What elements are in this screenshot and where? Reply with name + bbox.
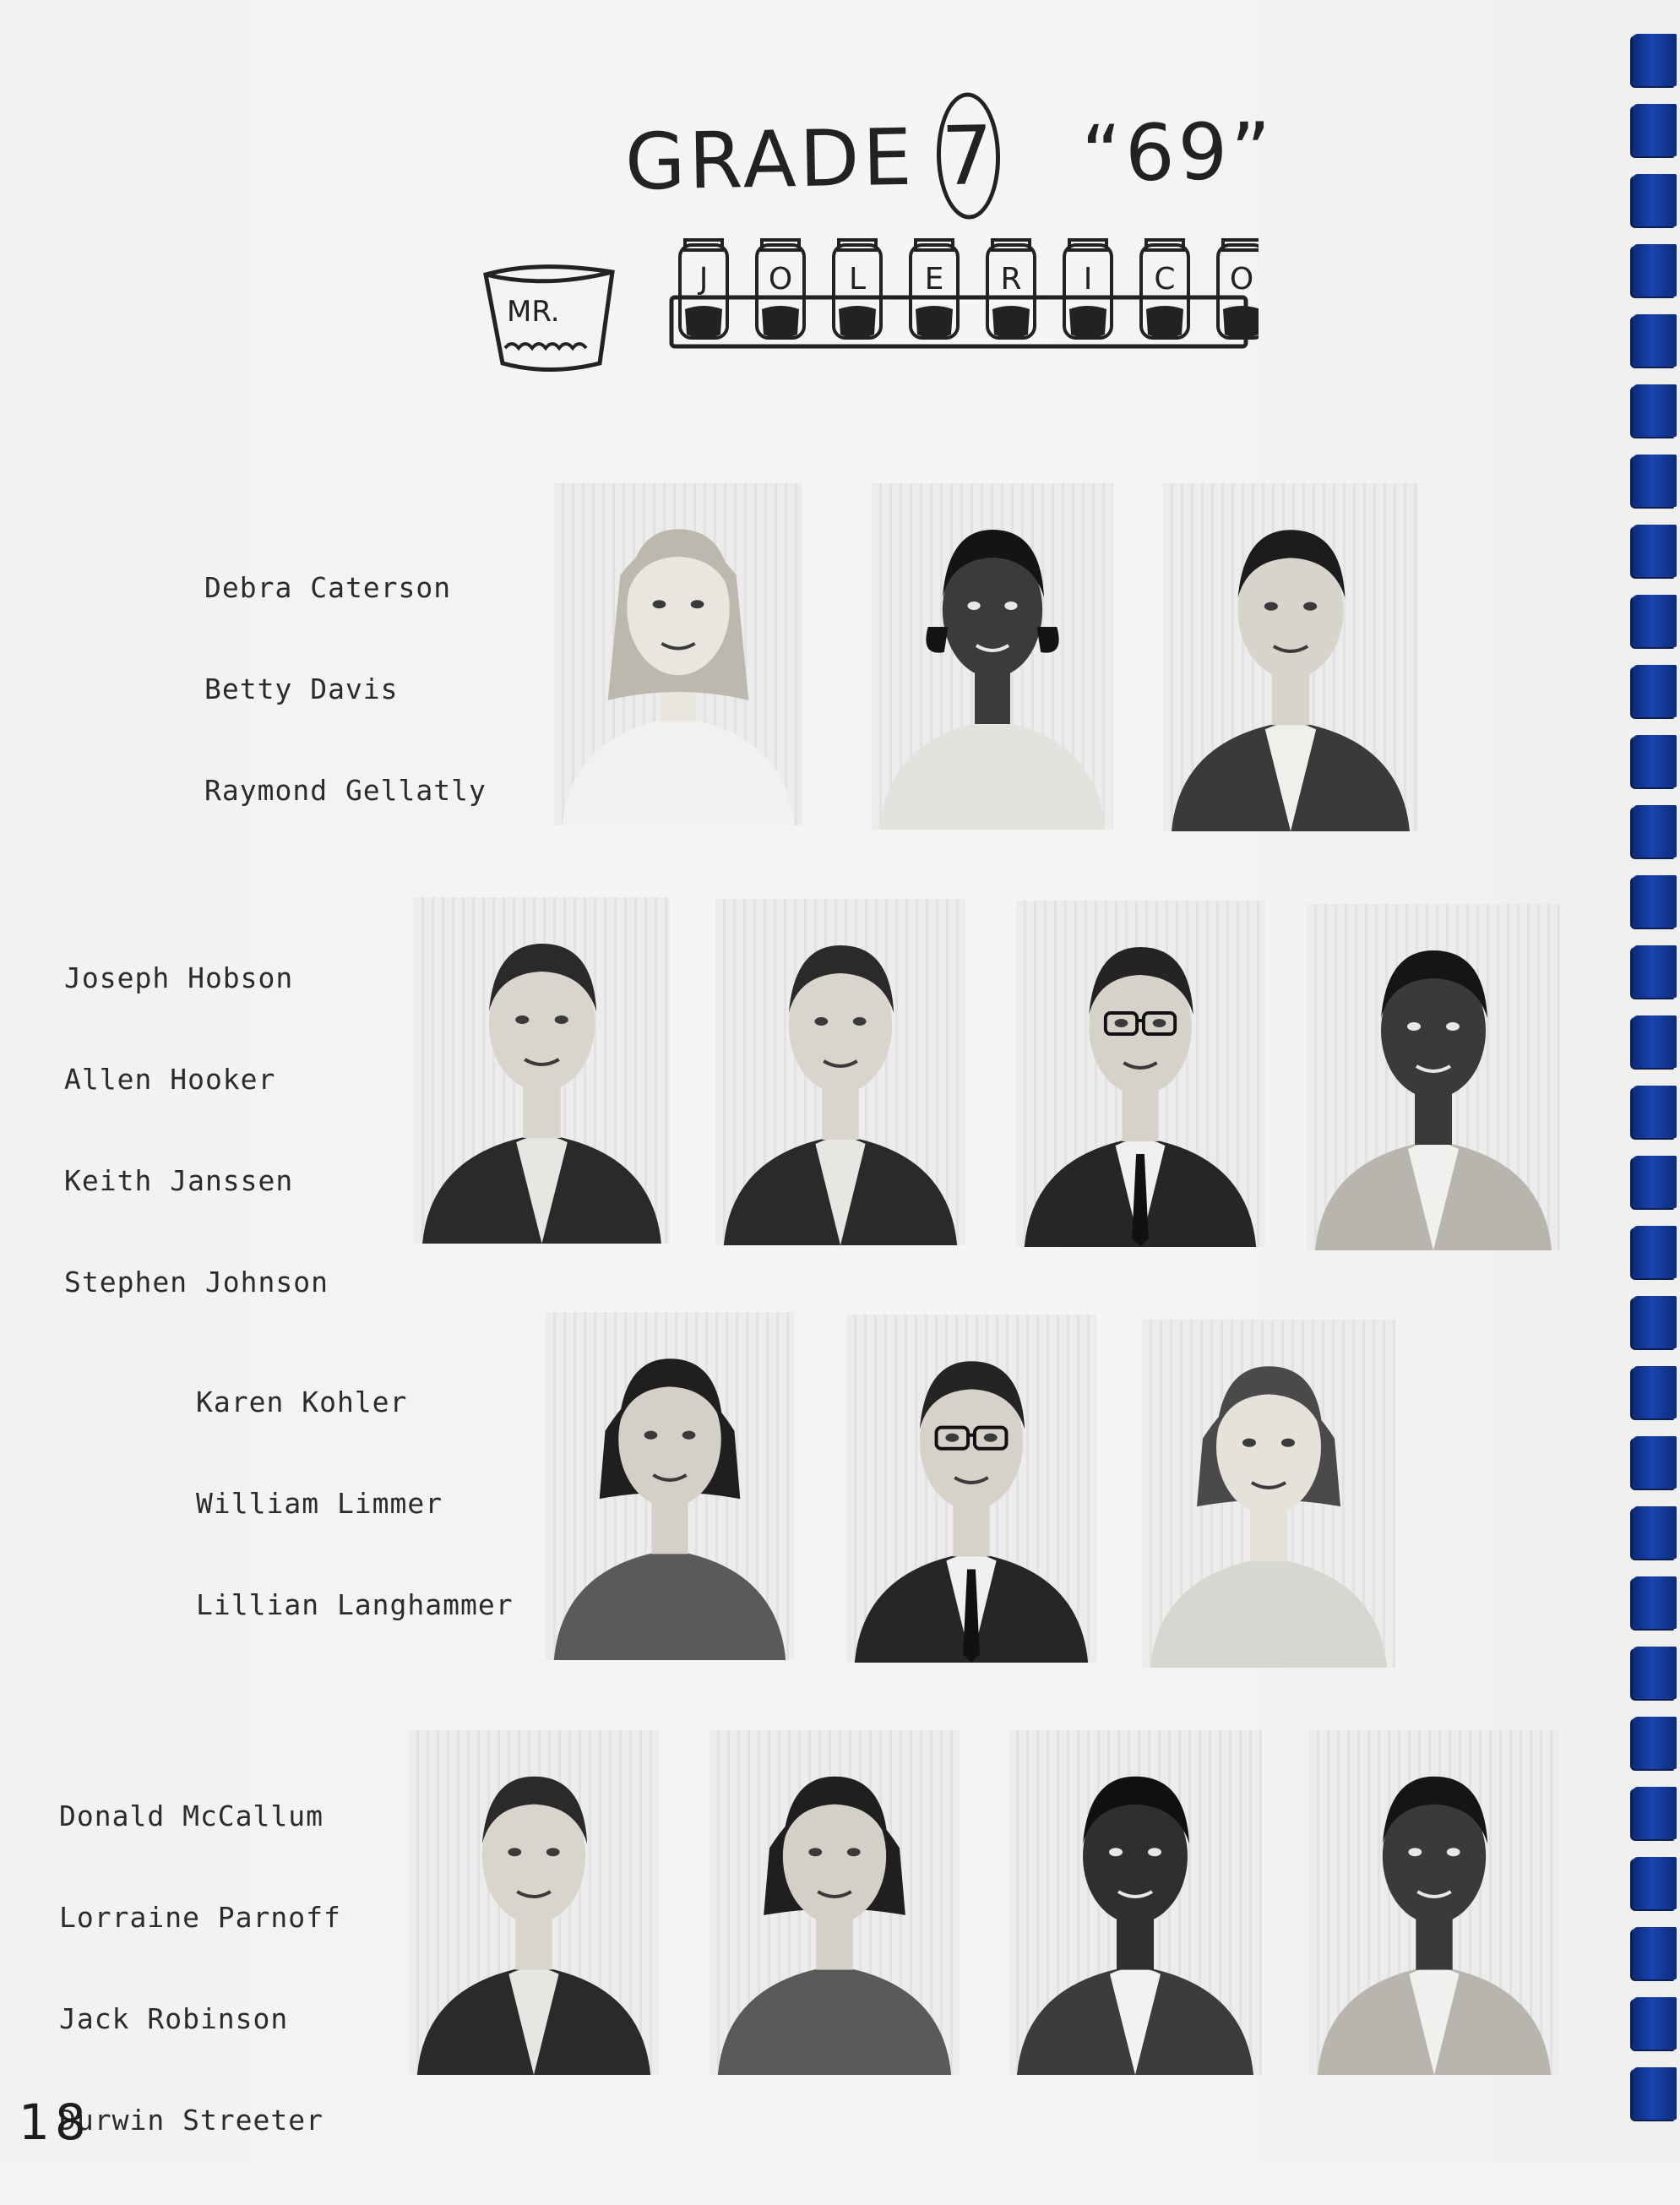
student-photo (409, 1730, 659, 2075)
teacher-header-art (473, 237, 1259, 380)
spiral-coil (1633, 1647, 1677, 1699)
student-name: Raymond Gellatly (204, 774, 487, 807)
jar-icon (911, 240, 958, 338)
student-name: Lorraine Parnoff (59, 1901, 341, 1934)
student-name: Lillian Langhammer (196, 1588, 514, 1621)
spiral-coil (1633, 104, 1677, 156)
spiral-coil (1633, 1717, 1677, 1769)
student-photo (1309, 1730, 1559, 2075)
jar-letter: C (1154, 262, 1176, 297)
spiral-coil (1633, 2067, 1677, 2120)
jar-icon (1218, 240, 1259, 338)
student-photo (1307, 904, 1560, 1250)
student-name: Joseph Hobson (64, 961, 294, 994)
names-group-3 (196, 1318, 514, 1690)
spiral-coil (1633, 314, 1677, 367)
jar-letter: O (1229, 262, 1254, 297)
student-name: Karen Kohler (196, 1386, 408, 1418)
student-photo (546, 1312, 794, 1660)
jar-icon (987, 240, 1035, 338)
student-name: Allen Hooker (64, 1063, 276, 1096)
spiral-coil (1633, 875, 1677, 928)
spiral-coil (1633, 174, 1677, 226)
student-photo (1163, 483, 1418, 831)
spiral-coil (1633, 805, 1677, 858)
spiral-coil (1633, 735, 1677, 787)
spiral-coil (1633, 1086, 1677, 1138)
spiral-coil (1633, 1156, 1677, 1208)
spiral-coil (1633, 525, 1677, 577)
grade-label: GRADE (624, 112, 916, 208)
teacher-badge: MR. (507, 295, 560, 329)
student-name: Debra Caterson (204, 571, 452, 604)
spiral-coil (1633, 384, 1677, 437)
spiral-coil (1633, 1366, 1677, 1418)
grade-number: 7 (936, 92, 1002, 220)
student-photo (1016, 901, 1264, 1247)
names-group-2 (64, 894, 329, 1367)
spiral-coil (1633, 1787, 1677, 1839)
names-group-4 (59, 1732, 341, 2205)
student-name: Jack Robinson (59, 2002, 289, 2035)
jar-letter: E (924, 262, 944, 297)
spiral-coil (1633, 945, 1677, 998)
spiral-coil (1633, 665, 1677, 717)
student-name: Durwin Streeter (59, 2104, 324, 2137)
spiral-coil (1633, 1927, 1677, 1979)
student-photo (1009, 1730, 1262, 2075)
jar-icon (1141, 240, 1188, 338)
jar-letter: R (1000, 262, 1022, 297)
spiral-coil (1633, 1576, 1677, 1629)
student-name: Keith Janssen (64, 1164, 294, 1197)
student-photo (872, 483, 1113, 830)
jar-letter: L (848, 262, 867, 297)
student-name: Donald McCallum (59, 1799, 324, 1832)
student-photo (710, 1730, 960, 2075)
spiral-coil (1633, 1506, 1677, 1559)
page-title (624, 87, 1275, 225)
names-group-1 (204, 504, 487, 875)
jar-letter: O (768, 262, 793, 297)
spiral-coil (1633, 1226, 1677, 1278)
student-photo (1142, 1320, 1395, 1668)
spiral-coil (1633, 1015, 1677, 1068)
jar-icon (834, 240, 881, 338)
student-name: William Limmer (196, 1487, 443, 1520)
spiral-coil (1633, 1997, 1677, 2050)
spiral-coil (1633, 1296, 1677, 1348)
jar-icon (680, 240, 727, 338)
jar-letter: J (699, 262, 709, 297)
student-photo (414, 897, 670, 1244)
spiral-coil (1633, 1857, 1677, 1909)
page-number: 18 (19, 2093, 91, 2151)
student-name: Stephen Johnson (64, 1266, 329, 1298)
student-photo (846, 1315, 1096, 1663)
jar-icon (757, 240, 804, 338)
jar-icon (1064, 240, 1112, 338)
spiral-coil (1633, 595, 1677, 647)
spiral-coil (1633, 244, 1677, 297)
student-photo (715, 899, 965, 1245)
jar-letter: I (1083, 262, 1093, 297)
spiral-coil (1633, 34, 1677, 86)
spiral-coil (1633, 1436, 1677, 1489)
spiral-coil (1633, 455, 1677, 507)
student-name: Betty Davis (204, 672, 399, 705)
student-photo (554, 483, 802, 825)
spiral-binding (1629, 34, 1680, 2146)
class-year: “69” (1080, 105, 1275, 199)
